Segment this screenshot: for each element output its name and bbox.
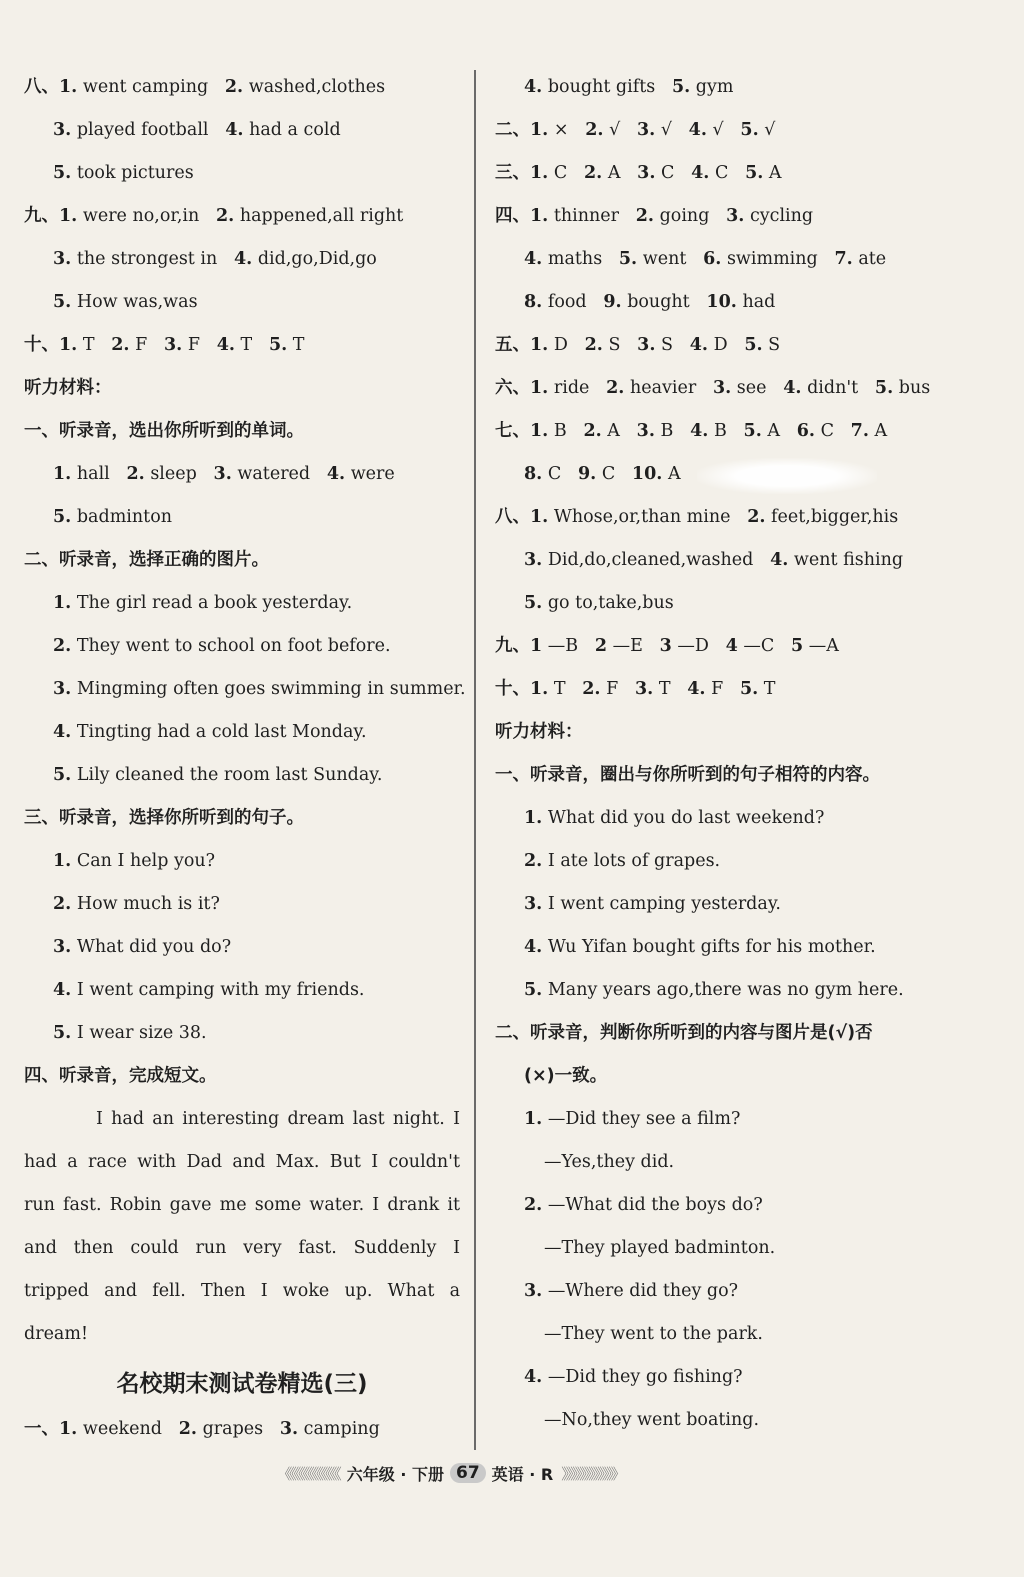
answer-line (495, 367, 931, 410)
item-number: 2. (583, 163, 603, 183)
answer-line (495, 195, 925, 238)
item-number: 4 (725, 636, 738, 656)
heading-text: 四、听录音，完成短文。 (24, 1066, 217, 1086)
answer-line (24, 582, 460, 625)
answer-text: —D (677, 636, 709, 656)
item-number: 1. (59, 335, 78, 355)
answer-text: F (135, 335, 148, 355)
answer-text: T (240, 335, 253, 355)
answer-text: —Did they go fishing? (547, 1367, 743, 1387)
answer-text: F (606, 679, 619, 699)
item-number: 2. (215, 206, 235, 226)
answer-text: —They went to the park. (544, 1324, 763, 1344)
item-number: 5. (739, 679, 759, 699)
question-group-label: 八、 (495, 507, 530, 527)
answer-text: T (763, 679, 776, 699)
answer-text: —Where did they go? (547, 1281, 739, 1301)
answer-text: How was,was (76, 292, 198, 312)
heading-text: 听力材料： (24, 378, 112, 398)
item-number: 5. (53, 1023, 72, 1043)
answer-text: F (711, 679, 724, 699)
item-number: 1. (59, 206, 78, 226)
item-number: 1. (53, 464, 72, 484)
answer-text: feet,bigger,his (771, 507, 899, 527)
answer-text: T (553, 679, 566, 699)
item-number: 2. (126, 464, 145, 484)
answer-text: I wear size 38. (76, 1023, 207, 1043)
item-number: 1. (53, 851, 72, 871)
item-number: 5. (53, 507, 72, 527)
answer-line (24, 883, 460, 926)
dream-paragraph (24, 1098, 460, 1356)
answer-text: C (820, 421, 834, 441)
answer-text: did,go,Did,go (257, 249, 377, 269)
heading-text: (×)一致。 (524, 1066, 608, 1086)
answer-line (495, 883, 925, 926)
answer-text: A (607, 163, 621, 183)
heading-text: 一、听录音，选出你所听到的单词。 (24, 421, 304, 441)
heading-text: 二、听录音，判断你所听到的内容与图片是(√)否 (495, 1023, 873, 1043)
item-number: 8. (524, 292, 543, 312)
answer-line (495, 1227, 925, 1270)
answer-text: Can I help you? (76, 851, 216, 871)
answer-text: bus (898, 378, 931, 398)
answer-line (495, 1313, 925, 1356)
left-answer-lines (24, 66, 466, 1098)
item-number: 5. (524, 593, 543, 613)
answer-line (495, 453, 925, 496)
answer-text: —E (612, 636, 643, 656)
item-number: 10. (706, 292, 737, 312)
item-number: 1. (59, 77, 78, 97)
item-number: 5. (53, 163, 72, 183)
item-number: 4. (691, 163, 710, 183)
answer-line (495, 969, 925, 1012)
item-number: 3. (524, 550, 543, 570)
item-number: 5. (524, 980, 543, 1000)
item-number: 4. (524, 937, 543, 957)
answer-text: B (713, 421, 727, 441)
left-column (24, 66, 466, 1451)
item-number: 7. (834, 249, 853, 269)
item-number: 4. (53, 722, 72, 742)
answer-line (24, 668, 466, 711)
question-group-label: 二、 (495, 120, 530, 140)
answer-text: I went camping with my friends. (76, 980, 365, 1000)
answer-text: food (547, 292, 587, 312)
footer-subject: 英语 · R (491, 1464, 554, 1484)
answer-text: go to,take,bus (547, 593, 674, 613)
item-number: 4. (53, 980, 72, 1000)
answer-text: What did you do last weekend? (547, 808, 825, 828)
item-number: 4. (225, 120, 244, 140)
answer-line (495, 926, 925, 969)
item-number: 1. (530, 120, 549, 140)
item-number: 5. (740, 120, 759, 140)
item-number: 5. (53, 765, 72, 785)
answer-text: They went to school on foot before. (76, 636, 391, 656)
answer-text: went (642, 249, 687, 269)
right-column (495, 66, 931, 1442)
item-number: 1. (53, 593, 72, 613)
item-number: 3. (53, 249, 72, 269)
answer-line (24, 238, 460, 281)
answer-text: The girl read a book yesterday. (76, 593, 353, 613)
answer-text: heavier (629, 378, 697, 398)
answer-text: How much is it? (76, 894, 220, 914)
answer-line (495, 496, 925, 539)
answer-line (495, 582, 925, 625)
answer-text: F (187, 335, 200, 355)
item-number: 5 (790, 636, 804, 656)
answer-text: played football (76, 120, 209, 140)
answer-text: gym (695, 77, 734, 97)
answer-line (24, 496, 460, 539)
item-number: 3. (53, 937, 72, 957)
answer-text: washed,clothes (248, 77, 386, 97)
page-number: 67 (450, 1463, 486, 1483)
page-footer (215, 1458, 685, 1488)
answer-text: What did you do? (76, 937, 232, 957)
answer-text: Did,do,cleaned,washed (547, 550, 754, 570)
item-number: 5. (618, 249, 638, 269)
answer-text: watered (237, 464, 311, 484)
answer-text: × (553, 120, 569, 140)
section-heading (24, 797, 460, 840)
section-heading (495, 1012, 925, 1055)
item-number: 3 (659, 636, 672, 656)
item-number: 1. (530, 507, 549, 527)
answer-text: ride (553, 378, 590, 398)
item-number: 3. (636, 421, 655, 441)
answer-text: happened,all right (239, 206, 404, 226)
answer-text: went fishing (793, 550, 904, 570)
answer-text: A (667, 464, 681, 484)
item-number: 3. (524, 1281, 543, 1301)
item-number: 3. (726, 206, 745, 226)
item-number: 2. (524, 1195, 543, 1215)
answer-text: going (659, 206, 710, 226)
item-number: 3. (213, 464, 232, 484)
paragraph-line: tripped and fell. Then I woke up. What a (24, 1281, 460, 1301)
answer-line (24, 152, 460, 195)
answer-text: D (553, 335, 568, 355)
item-number: 4. (326, 464, 346, 484)
answer-text: had (742, 292, 776, 312)
answer-text: A (768, 163, 782, 183)
answer-text: were no,or,in (82, 206, 200, 226)
answer-text: had a cold (249, 120, 341, 140)
item-number: 2. (585, 120, 604, 140)
answer-text: ate (858, 249, 887, 269)
item-number: 1. (530, 335, 549, 355)
answer-line (24, 840, 460, 883)
item-number: 1. (530, 163, 549, 183)
answer-text: —B (547, 636, 579, 656)
item-number: 3. (53, 120, 72, 140)
answer-text: swimming (726, 249, 818, 269)
answer-text: C (601, 464, 616, 484)
answer-line (24, 711, 460, 754)
answer-line (495, 238, 925, 281)
item-number: 2. (635, 206, 655, 226)
answer-text: Many years ago,there was no gym here. (547, 980, 904, 1000)
item-number: 2. (53, 636, 72, 656)
item-number: 2. (111, 335, 130, 355)
item-number: 3. (163, 335, 183, 355)
answer-text: S (768, 335, 781, 355)
item-number: 4. (216, 335, 235, 355)
item-number: 3. (634, 679, 654, 699)
section-heading (495, 754, 925, 797)
answer-text: A (607, 421, 620, 441)
item-number: 3. (524, 894, 543, 914)
answer-line (495, 668, 925, 711)
answer-line (495, 152, 925, 195)
answer-text: √ (764, 120, 776, 140)
item-number: 5. (53, 292, 72, 312)
answer-text: took pictures (76, 163, 194, 183)
item-number: 4. (690, 421, 709, 441)
chevron-left-decoration: 《《《《《《《《《《《《 (277, 1464, 339, 1483)
answer-text: see (736, 378, 767, 398)
item-number: 1. (530, 421, 549, 441)
question-group-label: 三、 (495, 163, 530, 183)
heading-text: 一、听录音，圈出与你所听到的句子相符的内容。 (495, 765, 880, 785)
answer-text: —No,they went boating. (544, 1410, 760, 1430)
question-group-label: 十、 (495, 679, 530, 699)
paragraph-line: and then could run very fast. Suddenly I (24, 1238, 460, 1258)
item-number: 4. (687, 679, 706, 699)
answer-text: T (82, 335, 95, 355)
item-number: 10. (631, 464, 663, 484)
item-number: 9. (603, 292, 622, 312)
item-number: 4. (770, 550, 789, 570)
item-number: 2. (53, 894, 72, 914)
answer-line (24, 66, 460, 109)
answer-text: sleep (150, 464, 197, 484)
answer-line (24, 625, 460, 668)
answer-text: D (713, 335, 728, 355)
question-group-label: 八、 (24, 77, 59, 97)
section-heading (24, 410, 460, 453)
answer-line (24, 109, 460, 152)
section-heading (495, 711, 925, 754)
answer-text: went camping (82, 77, 209, 97)
question-group-label: 十、 (24, 335, 59, 355)
answer-text: S (608, 335, 621, 355)
answer-line (495, 410, 925, 453)
item-number: 1. (530, 378, 549, 398)
answer-line (24, 453, 460, 496)
question-group-label: 九、 (24, 206, 59, 226)
answer-line (24, 195, 460, 238)
item-number: 1 (530, 636, 543, 656)
answer-text: Wu Yifan bought gifts for his mother. (547, 937, 876, 957)
answer-line (24, 969, 460, 1012)
answer-line (495, 66, 925, 109)
answer-line (495, 1356, 925, 1399)
answer-text: bought gifts (547, 77, 656, 97)
paragraph-line: dream! (24, 1324, 88, 1344)
answer-text: C (661, 163, 675, 183)
answer-line (495, 1098, 925, 1141)
answer-text: —A (808, 636, 839, 656)
item-number: 6. (796, 421, 815, 441)
answer-text: Tingting had a cold last Monday. (76, 722, 367, 742)
section-heading (495, 1055, 925, 1098)
answer-line (24, 281, 460, 324)
section-heading (24, 1055, 460, 1098)
item-number: 8. (524, 464, 543, 484)
item-number: 4. (233, 249, 253, 269)
answer-line (24, 754, 460, 797)
answer-line (495, 1184, 925, 1227)
answer-line (495, 625, 925, 668)
answer-text: —They played badminton. (544, 1238, 776, 1258)
answer-text: maths (547, 249, 603, 269)
item-number: 5. (874, 378, 894, 398)
item-number: 1. (524, 808, 543, 828)
answer-text: T (658, 679, 671, 699)
item-number: 3. (53, 679, 72, 699)
item-number: 4. (524, 1367, 543, 1387)
answer-text: thinner (553, 206, 620, 226)
item-number: 7. (850, 421, 869, 441)
item-number: 2. (224, 77, 244, 97)
paragraph-line: had a race with Dad and Max. But I couldn't (24, 1152, 460, 1172)
item-number: 2. (583, 421, 602, 441)
item-number: 4. (524, 249, 543, 269)
footer-grade: 六年级 · 下册 (346, 1464, 444, 1484)
item-number: 1. (530, 679, 549, 699)
answer-text: I went camping yesterday. (547, 894, 781, 914)
answer-line: 一、1. weekend 2. grapes 3. camping (24, 1419, 380, 1439)
answer-text: the strongest in (76, 249, 218, 269)
item-number: 3. (712, 378, 732, 398)
item-number: 5. (743, 421, 762, 441)
answer-line (495, 324, 925, 367)
section-heading (24, 539, 460, 582)
answer-text: didn't (807, 378, 859, 398)
answer-text: √ (609, 120, 621, 140)
section-title: 名校期末测试卷精选(三) (116, 1371, 368, 1397)
answer-text: Mingming often goes swimming in summer. (76, 679, 466, 699)
heading-text: 三、听录音，选择你所听到的句子。 (24, 808, 304, 828)
item-number: 2. (584, 335, 603, 355)
answer-line (495, 109, 925, 152)
answer-text: Lily cleaned the room last Sunday. (76, 765, 383, 785)
answer-text: I ate lots of grapes. (547, 851, 721, 871)
answer-text: hall (76, 464, 110, 484)
item-number: 2. (524, 851, 543, 871)
item-number: 2. (582, 679, 601, 699)
answer-line (495, 840, 925, 883)
item-number: 1. (524, 1109, 543, 1129)
answer-line (24, 926, 460, 969)
item-number: 2. (606, 378, 625, 398)
paragraph-line: run fast. Robin gave me some water. I drank it (24, 1195, 460, 1215)
answer-text: T (292, 335, 305, 355)
item-number: 2 (594, 636, 608, 656)
answer-text: S (661, 335, 674, 355)
answer-line (495, 1141, 925, 1184)
answer-text: —C (743, 636, 775, 656)
item-number: 3. (637, 335, 656, 355)
item-number: 4. (524, 77, 543, 97)
answer-text: C (547, 464, 562, 484)
item-number: 9. (577, 464, 597, 484)
answer-line (24, 324, 460, 367)
answer-text: Whose,or,than mine (553, 507, 731, 527)
item-number: 5. (745, 163, 764, 183)
answer-text: —Yes,they did. (544, 1152, 675, 1172)
answer-line (495, 1399, 925, 1442)
chevron-right-decoration: 》》》》》》》》》》》》 (561, 1464, 623, 1483)
answer-line (24, 1012, 460, 1055)
answer-text: were (350, 464, 395, 484)
answer-text: C (714, 163, 729, 183)
answer-text: —Did they see a film? (547, 1109, 741, 1129)
answer-text: bought (627, 292, 690, 312)
answer-text: badminton (76, 507, 172, 527)
answer-text: C (553, 163, 568, 183)
item-number: 4. (688, 120, 707, 140)
item-number: 5. (671, 77, 691, 97)
answer-text: A (767, 421, 781, 441)
right-answer-lines (495, 66, 931, 1442)
question-group-label: 五、 (495, 335, 530, 355)
answer-text: A (874, 421, 888, 441)
answer-text: B (553, 421, 567, 441)
question-group-label: 七、 (495, 421, 530, 441)
answer-line (495, 1270, 925, 1313)
answer-text: √ (660, 120, 672, 140)
section-heading (24, 367, 460, 410)
item-number: 2. (747, 507, 766, 527)
answer-text: B (660, 421, 674, 441)
question-group-label: 九、 (495, 636, 530, 656)
heading-text: 二、听录音，选择正确的图片。 (24, 550, 269, 570)
answer-line (495, 797, 925, 840)
heading-text: 听力材料： (495, 722, 583, 742)
item-number: 1. (530, 206, 549, 226)
answer-text: cycling (749, 206, 814, 226)
answer-text: √ (712, 120, 724, 140)
column-divider (474, 70, 476, 1450)
answer-text: —What did the boys do? (547, 1195, 763, 1215)
paragraph-line: I had an interesting dream last night. I (96, 1109, 460, 1129)
item-number: 3. (637, 163, 656, 183)
item-number: 5. (744, 335, 763, 355)
question-group-label: 六、 (495, 378, 530, 398)
item-number: 3. (636, 120, 656, 140)
item-number: 5. (268, 335, 288, 355)
item-number: 4. (689, 335, 708, 355)
item-number: 4. (783, 378, 802, 398)
item-number: 6. (703, 249, 722, 269)
answer-line (495, 539, 925, 582)
answer-line (495, 281, 925, 324)
question-group-label: 四、 (495, 206, 530, 226)
